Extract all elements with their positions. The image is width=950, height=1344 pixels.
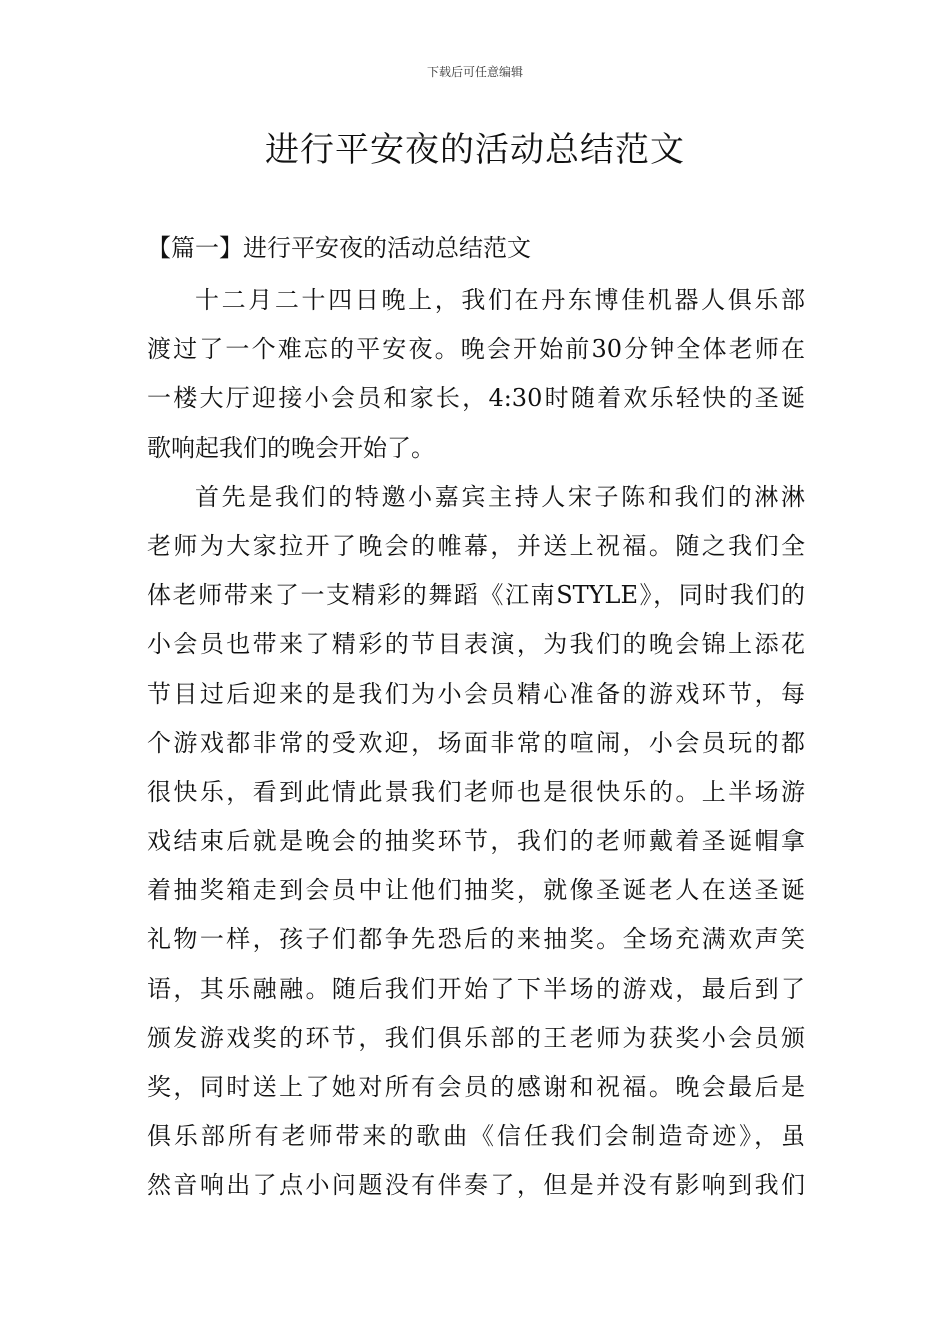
paragraph-line: 首先是我们的特邀小嘉宾主持人宋子陈和我们的淋淋 [195, 482, 805, 511]
paragraph-line: 着抽奖箱走到会员中让他们抽奖，就像圣诞老人在送圣诞 [147, 876, 805, 905]
document-title: 进行平安夜的活动总结范文 [265, 130, 685, 170]
paragraph-line: 节目过后迎来的是我们为小会员精心准备的游戏环节，每 [147, 679, 805, 708]
paragraph-line: 一楼大厅迎接小会员和家长，4:30时随着欢乐轻快的圣诞 [147, 384, 805, 413]
body-text [147, 276, 805, 1211]
paragraph-line: 小会员也带来了精彩的节目表演，为我们的晚会锦上添花 [147, 630, 805, 659]
paragraph-line: 礼物一样，孩子们都争先恐后的来抽奖。全场充满欢声笑 [147, 925, 805, 954]
paragraph-line: 歌响起我们的晚会开始了。 [147, 433, 435, 462]
paragraph-line: 个游戏都非常的受欢迎，场面非常的喧闹，小会员玩的都 [147, 728, 805, 757]
paragraph-line: 戏结束后就是晚会的抽奖环节，我们的老师戴着圣诞帽拿 [147, 827, 805, 856]
header-note: 下载后可任意编辑 [426, 65, 523, 79]
paragraph-line: 老师为大家拉开了晚会的帷幕，并送上祝福。随之我们全 [147, 531, 805, 560]
paragraph-line: 十二月二十四日晚上，我们在丹东博佳机器人俱乐部 [195, 286, 805, 314]
paragraph-line: 然音响出了点小问题没有伴奏了，但是并没有影响到我们 [147, 1171, 805, 1200]
paragraph-line: 颁发游戏奖的环节，我们俱乐部的王老师为获奖小会员颁 [147, 1023, 805, 1052]
paragraph-line: 俱乐部所有老师带来的歌曲《信任我们会制造奇迹》，虽 [147, 1122, 805, 1151]
paragraph-line: 渡过了一个难忘的平安夜。晚会开始前30分钟全体老师在 [147, 335, 805, 364]
paragraph-line: 语，其乐融融。随后我们开始了下半场的游戏，最后到了 [147, 974, 805, 1003]
section-heading: 【篇一】进行平安夜的活动总结范文 [147, 234, 531, 262]
paragraph-line: 奖，同时送上了她对所有会员的感谢和祝福。晚会最后是 [147, 1073, 805, 1101]
paragraph-line: 体老师带来了一支精彩的舞蹈《江南STYLE》，同时我们的 [147, 581, 805, 610]
paragraph-line: 很快乐，看到此情此景我们老师也是很快乐的。上半场游 [147, 777, 805, 806]
